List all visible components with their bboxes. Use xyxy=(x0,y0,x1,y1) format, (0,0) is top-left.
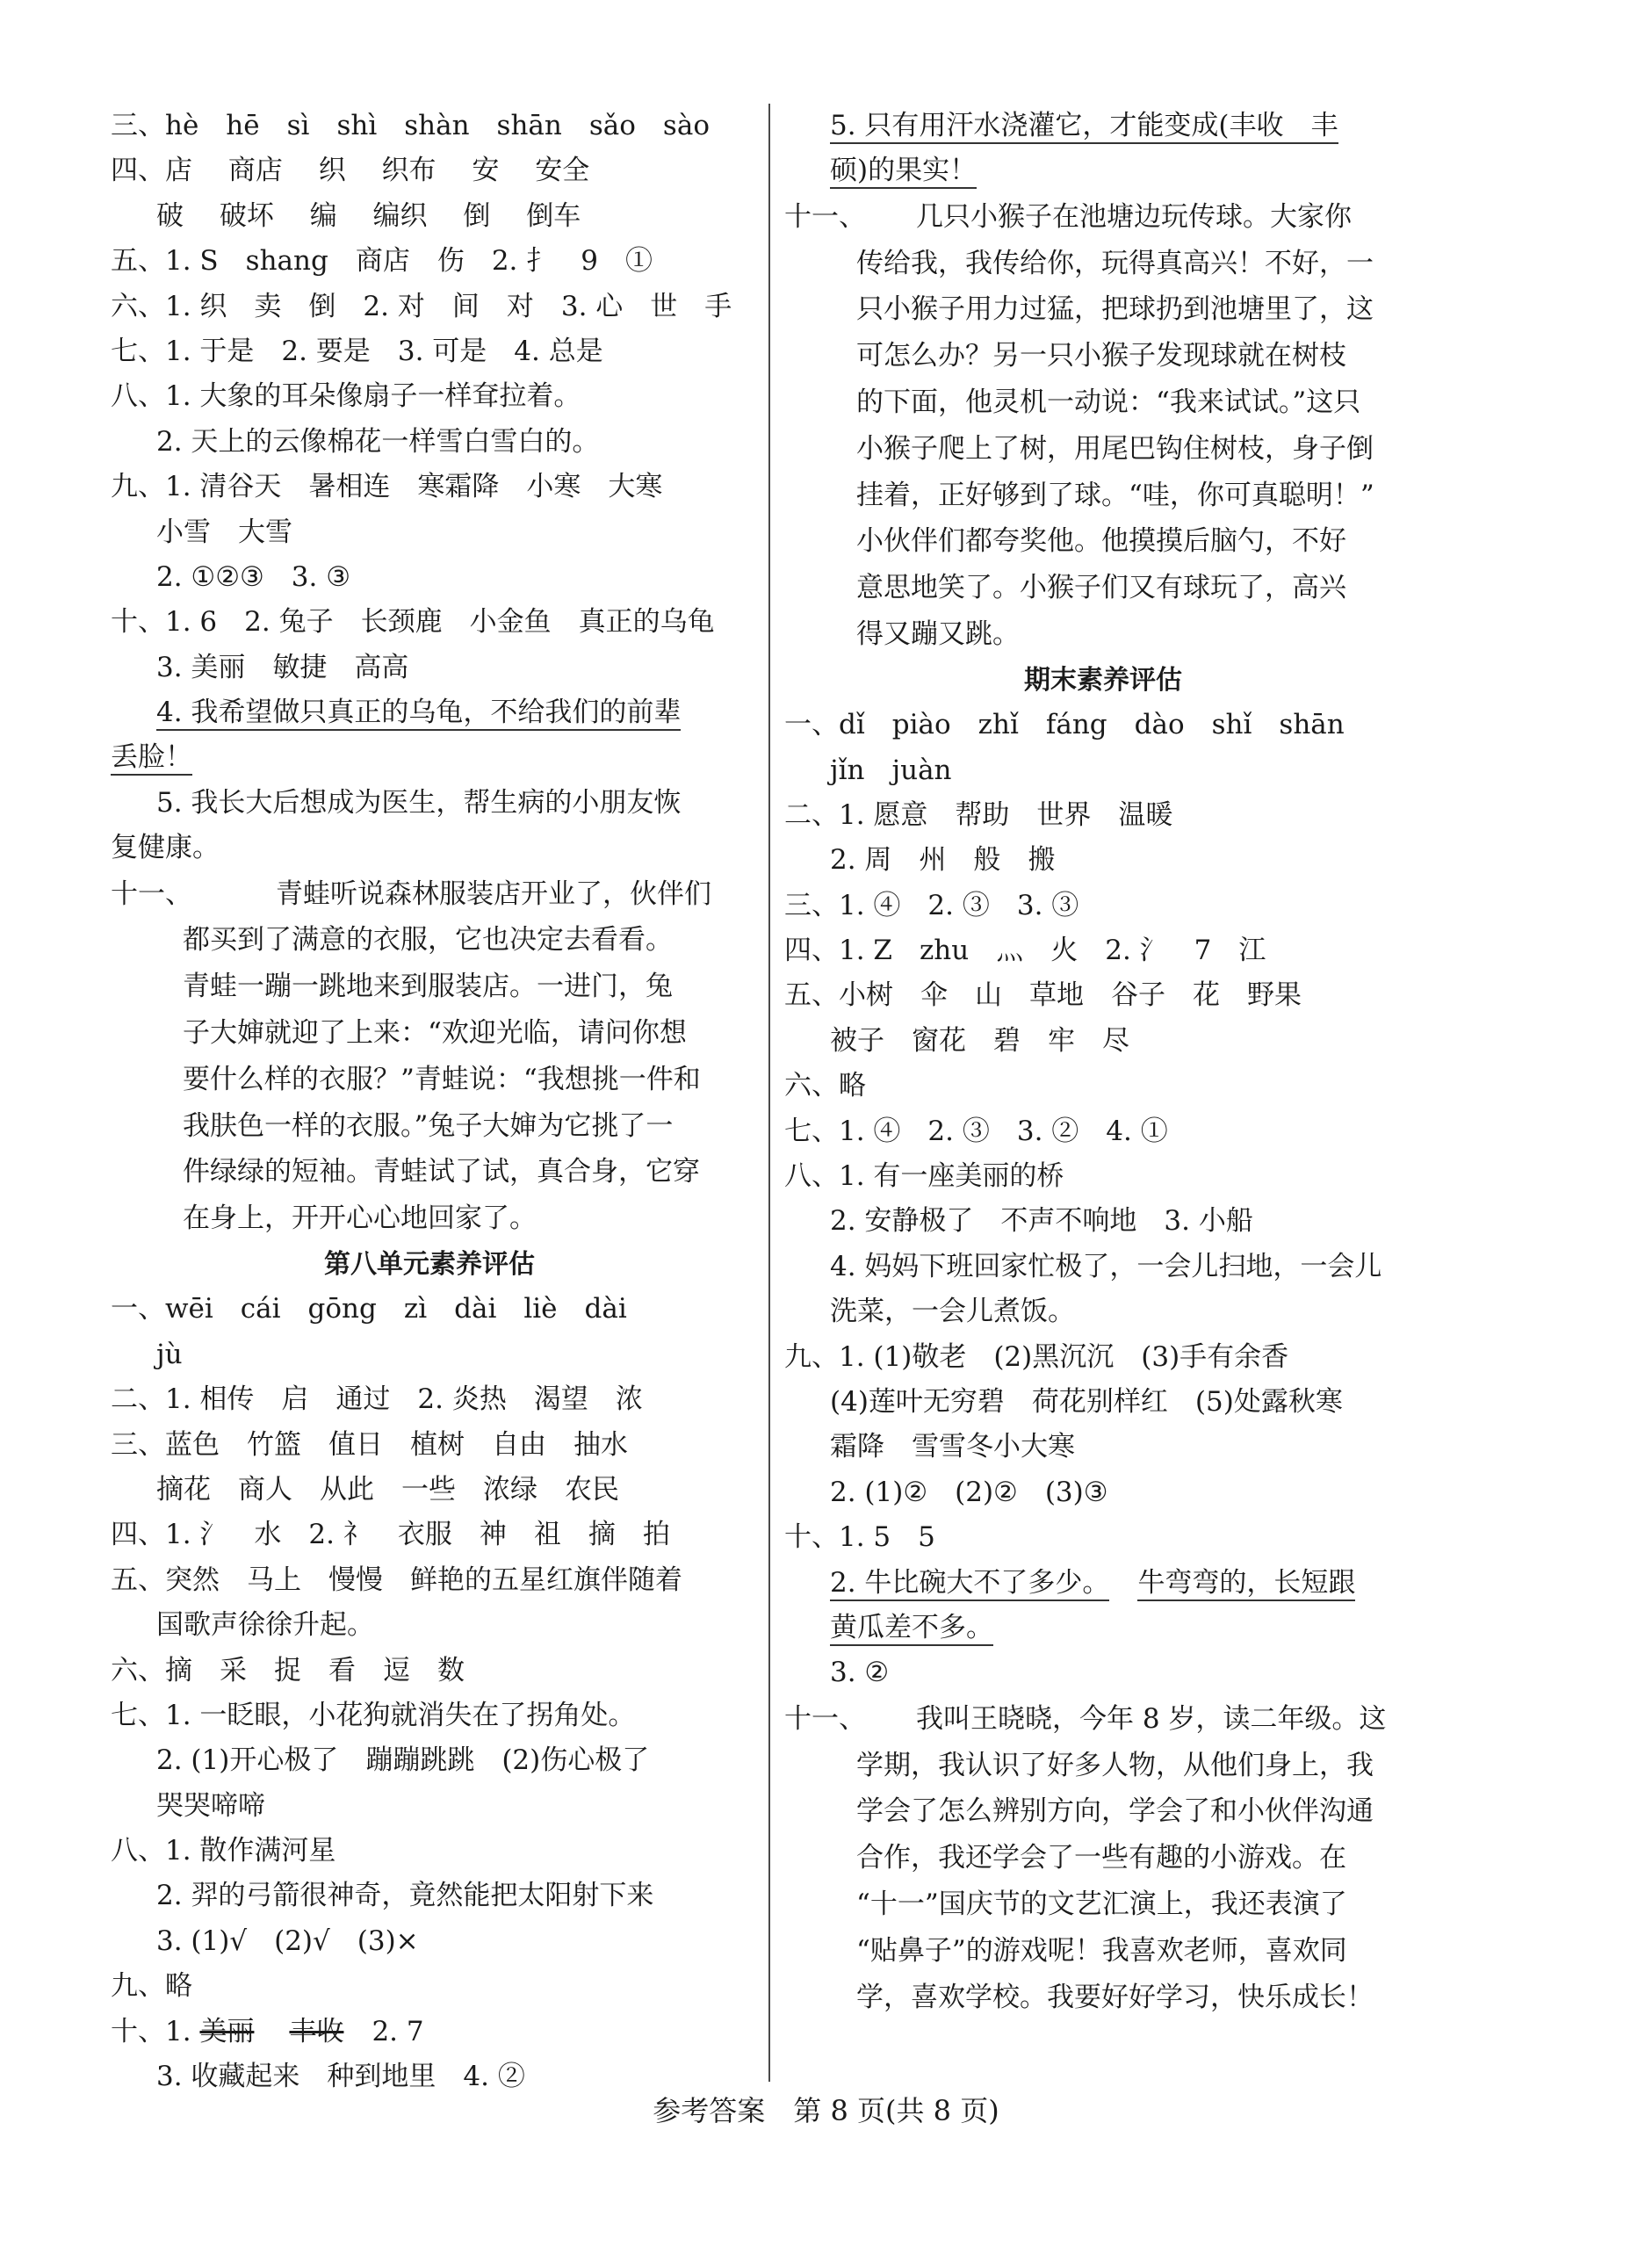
answer-line xyxy=(784,1561,1422,1606)
answer-text: 三、蓝色 竹篮 值日 植树 自由 抽水 xyxy=(111,1428,628,1461)
essay-text: 几只小猴子在池塘边玩传球。大家你 xyxy=(916,200,1352,233)
answer-line xyxy=(111,148,748,193)
answer-text: 5. 我长大后想成为医生，帮生病的小朋友恢 xyxy=(156,786,682,819)
essay-line xyxy=(784,1975,1422,2021)
answer-text: 九、1. (1)敬老 (2)黑沉沉 (3)手有余香 xyxy=(784,1340,1289,1373)
answer-line xyxy=(111,104,748,148)
essay-line xyxy=(784,241,1422,287)
answer-text: 八、1. 散作满河星 xyxy=(111,1835,336,1867)
essay-line xyxy=(784,426,1422,473)
right-column xyxy=(784,104,1422,2020)
essay-label: 十一、 xyxy=(784,1702,866,1735)
answer-line xyxy=(784,793,1422,838)
answer-text: 七、1. 一眨眼，小花狗就消失在了拐角处。 xyxy=(111,1699,636,1731)
essay-line xyxy=(111,917,748,964)
answer-text: 四、店 商店 织 织布 安 安全 xyxy=(111,155,590,187)
essay-line xyxy=(784,611,1422,658)
answer-line xyxy=(784,973,1422,1018)
essay-line xyxy=(111,1010,748,1057)
essay-text: 学，喜欢学校。我要好好学习，快乐成长！ xyxy=(856,1981,1374,2013)
right-top-answers xyxy=(784,104,1422,194)
answer-text: 5. 只有用汗水浇灌它，才能变成(丰收 丰 xyxy=(830,110,1338,144)
essay-text: 意思地笑了。小猴子们又有球玩了，高兴 xyxy=(856,572,1346,604)
unit8-title: 第八单元素养评估 xyxy=(324,1249,535,1281)
answer-text: 硕)的果实！ xyxy=(830,155,977,189)
essay-text: 件绿绿的短袖。青蛙试了试，真合身，它穿 xyxy=(183,1156,700,1188)
answer-text: 二、1. 愿意 帮助 世界 温暖 xyxy=(784,798,1173,831)
answer-line xyxy=(784,838,1422,883)
answer-text: 摘花 商人 从此 一些 浓绿 农民 xyxy=(156,1473,619,1506)
essay-line xyxy=(784,1788,1422,1835)
answer-line xyxy=(111,1468,748,1513)
answer-text: 2. 7 xyxy=(372,2015,424,2047)
essay-text: 我肤色一样的衣服。”兔子大婶为它挑了一 xyxy=(183,1109,674,1142)
answer-line xyxy=(111,600,748,645)
answer-text: 2. 羿的弓箭很神奇，竟然能把太阳射下来 xyxy=(156,1880,654,1912)
answer-text: 五、1. S shang 商店 伤 2. 扌 9 ① xyxy=(111,245,653,278)
essay-line xyxy=(784,518,1422,565)
essay-line xyxy=(784,1881,1422,1928)
answer-line xyxy=(784,748,1422,793)
answer-text: 小雪 大雪 xyxy=(156,516,292,548)
answer-line xyxy=(784,1199,1422,1244)
answer-text: 丢脸！ xyxy=(111,741,192,776)
answer-text: 十、1. 6 2. 兔子 长颈鹿 小金鱼 真正的乌龟 xyxy=(111,606,715,639)
answer-text: 六、略 xyxy=(784,1070,866,1102)
essay-text: 我叫王晓晓，今年 8 岁，读二年级。这 xyxy=(916,1702,1387,1735)
essay-line xyxy=(111,1057,748,1103)
essay-text: 只小猴子用力过猛，把球扔到池塘里了，这 xyxy=(856,293,1374,326)
answer-line xyxy=(111,1513,748,1557)
answer-text: 3. 收藏起来 种到地里 4. ② xyxy=(156,2061,525,2093)
answer-text: 四、1. Z zhu 灬 火 2. 氵 7 江 xyxy=(784,935,1266,967)
answer-line xyxy=(784,1515,1422,1560)
essay-text: 学期，我认识了好多人物，从他们身上，我 xyxy=(856,1749,1374,1781)
essay-text: 可怎么办？另一只小猴子发现球就在树枝 xyxy=(856,340,1346,372)
answer-text: 十、1. xyxy=(111,2015,200,2047)
essay-line xyxy=(784,1835,1422,1881)
right-essay xyxy=(784,194,1422,658)
crossed-answer: 美丽 xyxy=(199,2015,255,2047)
page-footer: 参考答案 第 8 页(共 8 页) xyxy=(653,2094,999,2127)
answer-line xyxy=(784,148,1422,193)
answer-line xyxy=(784,1245,1422,1289)
essay-text: “十一”国庆节的文艺汇演上，我还表演了 xyxy=(856,1888,1347,1920)
essay-line xyxy=(784,473,1422,519)
crossed-answer: 丰收 xyxy=(289,2015,344,2047)
essay-text: 子大婶就迎了上来：“欢迎光临，请问你想 xyxy=(183,1017,687,1050)
answer-line xyxy=(784,928,1422,973)
essay-text: 合作，我还学会了一些有趣的小游戏。在 xyxy=(856,1842,1346,1874)
essay-line xyxy=(111,1149,748,1195)
essay-label: 十一、 xyxy=(784,200,866,233)
answer-text: 2. (1)开心极了 蹦蹦跳跳 (2)伤心极了 xyxy=(156,1744,650,1777)
answer-text: 3. 美丽 敏捷 高高 xyxy=(156,651,409,683)
essay-line xyxy=(111,871,748,918)
essay-line xyxy=(784,1743,1422,1789)
answer-text: 2. 周 州 般 搬 xyxy=(830,844,1056,877)
essay-text: 青蛙一蹦一跳地来到服装店。一进门，兔 xyxy=(183,971,673,1003)
essay-text: 传给我，我传给你，玩得真高兴！不好，一 xyxy=(856,247,1374,279)
answer-text: 五、小树 伞 山 草地 谷子 花 野果 xyxy=(784,979,1302,1012)
answer-line xyxy=(111,329,748,374)
answer-text: 一、dǐ piào zhǐ fáng dào shǐ shān xyxy=(784,709,1345,741)
answer-line xyxy=(111,374,748,419)
essay-label: 十一、 xyxy=(111,877,192,910)
essay-line xyxy=(784,379,1422,426)
essay-line xyxy=(784,1696,1422,1743)
answer-text: 破 破坏 编 编织 倒 倒车 xyxy=(156,199,581,232)
final-essay xyxy=(784,1696,1422,2021)
answer-line xyxy=(784,1606,1422,1650)
answer-text: 四、1. 氵 水 2. 礻 衣服 神 祖 摘 拍 xyxy=(111,1519,670,1551)
answer-text: 一、wēi cái gōng zì dài liè dài xyxy=(111,1293,627,1325)
answer-text: 3. (1)√ (2)√ (3)× xyxy=(156,1924,419,1957)
answer-text: 八、1. 大象的耳朵像扇子一样耷拉着。 xyxy=(111,380,581,413)
answer-text: 2. 天上的云像棉花一样雪白雪白的。 xyxy=(156,425,600,458)
answer-text: jǐn juàn xyxy=(830,754,952,786)
answer-line xyxy=(111,555,748,600)
answer-text: (4)莲叶无穷碧 荷花别样红 (5)处露秋寒 xyxy=(830,1386,1343,1418)
column-divider xyxy=(768,104,770,2082)
essay-line xyxy=(111,1103,748,1150)
answer-line xyxy=(111,1423,748,1468)
answer-line xyxy=(111,1649,748,1693)
answer-text: 三、hè hē sì shì shàn shān sǎo sào xyxy=(111,110,710,141)
answer-line xyxy=(111,1603,748,1648)
answer-line xyxy=(784,1154,1422,1199)
answer-text: 2. (1)② (2)② (3)③ xyxy=(830,1476,1108,1508)
answer-line xyxy=(111,285,748,329)
unit8-answers xyxy=(111,1287,748,2099)
answer-line xyxy=(784,1470,1422,1515)
answer-line xyxy=(784,884,1422,928)
answer-line xyxy=(111,1738,748,1783)
answer-text: 国歌声徐徐升起。 xyxy=(156,1609,374,1642)
answer-text: 4. 我希望做只真正的乌龟，不给我们的前辈 xyxy=(156,697,681,731)
essay-line xyxy=(784,565,1422,611)
answer-line xyxy=(111,646,748,690)
essay-text: 在身上，开开心心地回家了。 xyxy=(183,1202,537,1235)
answer-line xyxy=(111,2010,748,2054)
final-answers xyxy=(784,703,1422,1696)
answer-line xyxy=(111,1874,748,1918)
answer-line xyxy=(111,1784,748,1829)
answer-line xyxy=(111,510,748,555)
final-title: 期末素养评估 xyxy=(1024,664,1182,696)
answer-line xyxy=(111,420,748,465)
answer-line xyxy=(111,1558,748,1603)
left-essay xyxy=(111,871,748,1242)
answer-line xyxy=(111,465,748,509)
answer-line xyxy=(111,194,748,239)
answer-line xyxy=(111,690,748,735)
answer-line xyxy=(111,1919,748,1964)
answer-text: 六、摘 采 捉 看 逗 数 xyxy=(111,1654,465,1686)
answer-text: 复健康。 xyxy=(111,832,220,864)
answer-line xyxy=(784,1019,1422,1064)
essay-text: 得又蹦又跳。 xyxy=(856,617,1020,650)
answer-text: 哭哭啼啼 xyxy=(156,1789,265,1822)
answer-line xyxy=(111,781,748,826)
essay-line xyxy=(784,286,1422,333)
answer-line xyxy=(784,1380,1422,1425)
answer-text: 七、1. ④ 2. ③ 3. ② 4. ① xyxy=(784,1115,1168,1147)
answer-line xyxy=(784,1335,1422,1380)
left-column xyxy=(111,104,748,2099)
answer-line xyxy=(784,703,1422,747)
answer-line xyxy=(784,1425,1422,1470)
answer-text: jù xyxy=(156,1338,183,1370)
answer-line xyxy=(111,735,748,780)
answer-text: 2. 安静极了 不声不响地 3. 小船 xyxy=(830,1205,1253,1238)
answer-text: 三、1. ④ 2. ③ 3. ③ xyxy=(784,889,1079,921)
underlined-answer: 牛弯弯的，长短跟 xyxy=(1137,1567,1355,1601)
answer-text: 被子 窗花 碧 牢 尽 xyxy=(830,1024,1129,1057)
essay-text: 都买到了满意的衣服，它也决定去看看。 xyxy=(183,924,673,957)
essay-line xyxy=(111,1195,748,1242)
essay-text: 挂着，正好够到了球。“哇，你可真聪明！” xyxy=(856,479,1374,511)
essay-text: 的下面，他灵机一动说：“我来试试。”这只 xyxy=(856,386,1361,418)
essay-text: 青蛙听说森林服装店开业了，伙伴们 xyxy=(276,877,711,910)
answer-line xyxy=(111,1693,748,1738)
answer-text: 洗菜，一会儿煮饭。 xyxy=(830,1296,1075,1328)
answer-text: 八、1. 有一座美丽的桥 xyxy=(784,1160,1064,1193)
answer-text: 五、突然 马上 慢慢 鲜艳的五星红旗伴随着 xyxy=(111,1563,682,1596)
answer-line xyxy=(784,1064,1422,1108)
answer-text: 九、略 xyxy=(111,1970,192,2003)
answer-text: 七、1. 于是 2. 要是 3. 可是 4. 总是 xyxy=(111,335,603,367)
underlined-answer: 2. 牛比碗大不了多少。 xyxy=(830,1567,1109,1601)
answer-text: 2. ①②③ 3. ③ xyxy=(156,560,351,593)
essay-text: 要什么样的衣服？”青蛙说：“我想挑一件和 xyxy=(183,1063,701,1095)
essay-line xyxy=(784,194,1422,241)
left-answers xyxy=(111,104,748,871)
answer-line xyxy=(111,1377,748,1422)
answer-line xyxy=(784,1650,1422,1695)
essay-text: “贴鼻子”的游戏呢！我喜欢老师，喜欢同 xyxy=(856,1934,1347,1967)
answer-line xyxy=(111,1829,748,1874)
essay-text: 小猴子爬上了树，用尾巴钩住树枝，身子倒 xyxy=(856,432,1374,465)
essay-line xyxy=(111,964,748,1010)
answer-line xyxy=(784,1109,1422,1154)
essay-text: 学会了怎么辨别方向，学会了和小伙伴沟通 xyxy=(856,1795,1374,1828)
answer-line xyxy=(784,104,1422,148)
essay-line xyxy=(784,1928,1422,1975)
answer-text: 霜降 雪雪冬小大寒 xyxy=(830,1431,1075,1463)
answer-text: 3. ② xyxy=(830,1657,890,1689)
answer-text: 六、1. 织 卖 倒 2. 对 间 对 3. 心 世 手 xyxy=(111,290,732,322)
answer-line xyxy=(111,1287,748,1332)
answer-text: 二、1. 相传 启 通过 2. 炎热 渴望 浓 xyxy=(111,1383,643,1416)
answer-line xyxy=(111,826,748,870)
answer-line xyxy=(111,239,748,284)
essay-line xyxy=(784,333,1422,379)
answer-text: 九、1. 清谷天 暑相连 寒霜降 小寒 大寒 xyxy=(111,471,663,503)
answer-text: 4. 妈妈下班回家忙极了，一会儿扫地，一会儿 xyxy=(830,1250,1382,1282)
answer-line xyxy=(111,1964,748,2009)
essay-text: 小伙伴们都夸奖他。他摸摸后脑勺，不好 xyxy=(856,525,1346,558)
answer-text: 黄瓜差不多。 xyxy=(830,1612,993,1646)
answer-line xyxy=(111,1332,748,1377)
answer-text: 十、1. 5 5 xyxy=(784,1521,935,1554)
answer-line xyxy=(784,1289,1422,1334)
